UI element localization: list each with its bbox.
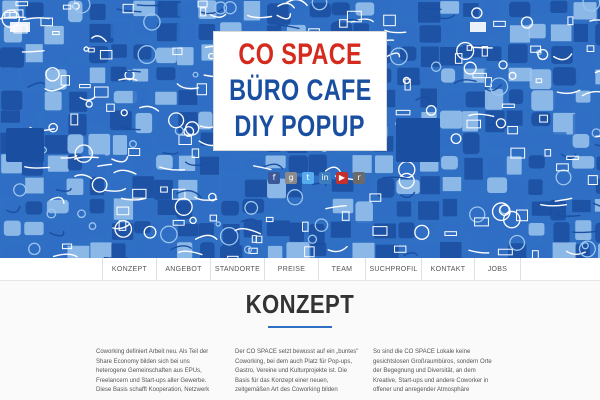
main-navigation	[0, 258, 600, 281]
nav-item-team[interactable]: TEAM	[318, 258, 365, 280]
nav-item-kontakt[interactable]: KONTAKT	[421, 258, 474, 280]
text-column-1: Coworking definiert Arbeit neu. Als Teil der Share Economy bilden sich bei uns heterogene Gemeinschaften aus EPUs, Freelancern und Start-ups aller Gewerbe. Diese Basis schafft Kooperation, Netzwerk	[96, 349, 210, 393]
social-icons	[268, 172, 365, 184]
logo-line-buero-cafe: BÜRO CAFE	[228, 74, 372, 107]
twitter-icon[interactable]: t	[302, 172, 314, 184]
nav-item-konzept[interactable]: KONZEPT	[102, 258, 156, 280]
content-area	[0, 281, 600, 400]
linkedin-icon[interactable]: in	[319, 172, 331, 184]
nav-item-preise[interactable]: PREISE	[264, 258, 318, 280]
rss-icon[interactable]: r	[353, 172, 365, 184]
facebook-icon[interactable]: f	[268, 172, 280, 184]
nav-item-suchprofil[interactable]: SUCHPROFIL	[365, 258, 421, 280]
youtube-icon[interactable]: ▶	[336, 172, 348, 184]
nav-item-standorte[interactable]: STANDORTE	[210, 258, 264, 280]
logo-line-co-space: CO SPACE	[238, 38, 362, 71]
title-underline	[268, 326, 332, 328]
logo-sign	[214, 32, 386, 150]
text-column-2: Der CO SPACE setzt bewusst auf ein „buntes" Coworking, bei dem auch Platz für Pop-ups, Gastro, Vereine und Kulturprojekte ist. Die Basis für das Konzept einer neuen, zeitgemäßen Art des Coworking bilden	[235, 349, 359, 393]
logo-line-diy-popup: DIY POPUP	[234, 110, 366, 143]
nav-item-jobs[interactable]: JOBS	[474, 258, 521, 280]
nav-item-angebot[interactable]: ANGEBOT	[156, 258, 210, 280]
page-title: KONZEPT	[245, 289, 355, 319]
google-plus-icon[interactable]: g	[285, 172, 297, 184]
text-column-3: So sind die CO SPACE Lokale keine gesichtslosen Großraumbüros, sondern Orte der Begegnung und Diversität, an dem Kreative, Start-ups und andere Coworker in offener und anregender Atmosphäre	[373, 349, 492, 393]
